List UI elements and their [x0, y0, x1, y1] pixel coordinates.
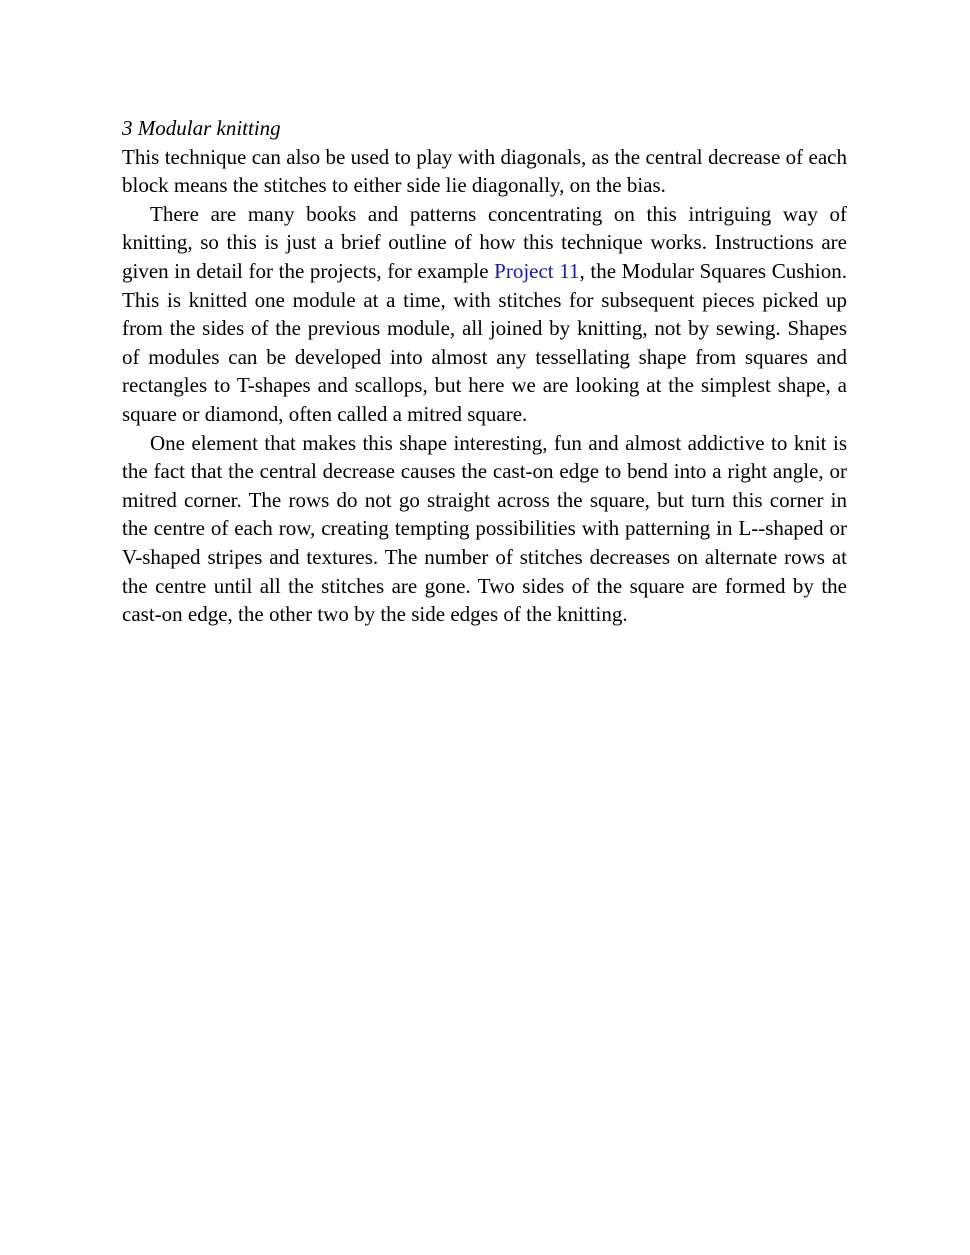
project-11-link[interactable]: Project 11 [494, 258, 580, 283]
paragraph-2-text-after-link: , the Modular Squares Cushion. This is knitted one module at a time, with stitches for subsequent pieces picked up from the sides of the previous module, all joined by knitting, not by sewing. Shapes of modules can be developed into almost any tessellating shape from squares and rectangles to T-shapes and scallops, but here we are looking at the simplest shape, a square or diamond, often called a mitred square. [122, 258, 847, 426]
paragraph-2 [122, 200, 847, 429]
paragraph-1: This technique can also be used to play with diagonals, as the central decrease of each block means the stitches to either side lie diagonally, on the bias. [122, 144, 847, 198]
paragraph-2-text-before-link: There are many books and patterns concentrating on this intriguing way of knitting, so this is just a brief outline of how this technique works. Instructions are given in detail for the projects, for example [122, 201, 847, 283]
paragraph-3: One element that makes this shape interesting, fun and almost addictive to knit is the fact that the central decrease causes the cast-on edge to bend into a right angle, or mitred corner. The rows do not go straight across the square, but turn this corner in the centre of each row, creating tempting possibilities with patterning in L--shaped or V-shaped stripes and textures. The number of stitches decreases on alternate rows at the centre until all the stitches are gone. Two sides of the square are formed by the cast-on edge, the other two by the side edges of the knitting. [122, 430, 847, 627]
page-content [122, 114, 847, 629]
section-heading: 3 Modular knitting [122, 116, 281, 140]
